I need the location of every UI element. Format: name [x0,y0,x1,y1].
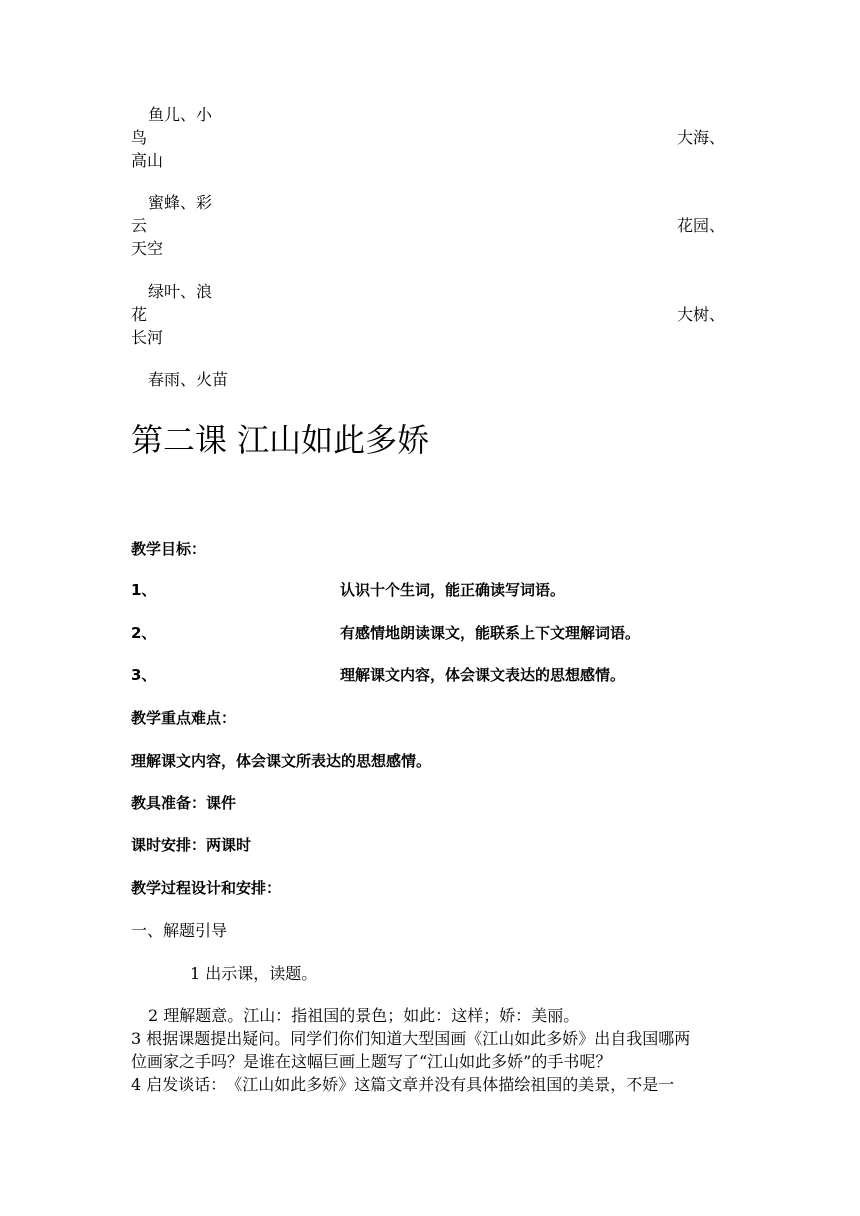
section-1-step-3-line-2: 位画家之手吗？是谁在这幅巨画上题写了“江山如此多娇”的手书呢？ [131,1052,612,1071]
section-1-heading: 一、解题引导 [131,921,228,940]
word-pair-1-right: 大海、 [677,128,726,147]
key-points-text: 理解课文内容，体会课文所表达的思想感情。 [131,752,432,770]
section-1-step-4: 4 启发谈话： 《江山如此多娇》这篇文章并没有具体描绘祖国的美景，不是一 [131,1075,675,1094]
process-heading: 教学过程设计和安排： [131,879,282,897]
word-pair-1-right-tail: 高山 [131,151,164,170]
schedule-line: 课时安排：两课时 [131,836,252,854]
objective-1-text: 认识十个生词，能正确读写词语。 [340,581,566,599]
word-pair-1-left-line1: 鱼儿、小 [148,105,213,124]
objective-2-text: 有感情地朗读课文，能联系上下文理解词语。 [340,624,641,642]
lesson-title: 第二课 江山如此多娇 [131,421,430,459]
word-pair-2-left-line2: 云 [131,216,148,235]
section-1-step-2: 2 理解题意。江山：指祖国的景色；如此：这样；娇：美丽。 [148,1006,580,1025]
section-1-step-1: 1 出示课，读题。 [190,964,318,983]
word-pair-3-right: 大树、 [677,305,726,324]
objective-2-number: 2、 [131,624,157,642]
word-pair-3-left-line2: 花 [131,305,148,324]
key-points-heading: 教学重点难点： [131,709,237,727]
objective-1-number: 1、 [131,581,157,599]
objective-3-text: 理解课文内容，体会课文表达的思想感情。 [340,666,626,684]
word-pair-3-left-line1: 绿叶、浪 [148,282,213,301]
word-pair-2-right-tail: 天空 [131,239,164,258]
objective-3-number: 3、 [131,666,157,684]
objectives-heading: 教学目标： [131,540,207,558]
section-1-step-3-line-1: 3 根据课题提出疑问。同学们你们知道大型国画《江山如此多娇》出自我国哪两 [131,1029,691,1048]
word-pair-1-left-line2: 鸟 [131,128,148,147]
word-pair-3-right-tail: 长河 [131,328,164,347]
word-pair-last: 春雨、火苗 [148,370,229,389]
word-pair-2-left-line1: 蜜蜂、彩 [148,193,213,212]
word-pair-2-right: 花园、 [677,216,726,235]
materials-line: 教具准备：课件 [131,794,237,812]
